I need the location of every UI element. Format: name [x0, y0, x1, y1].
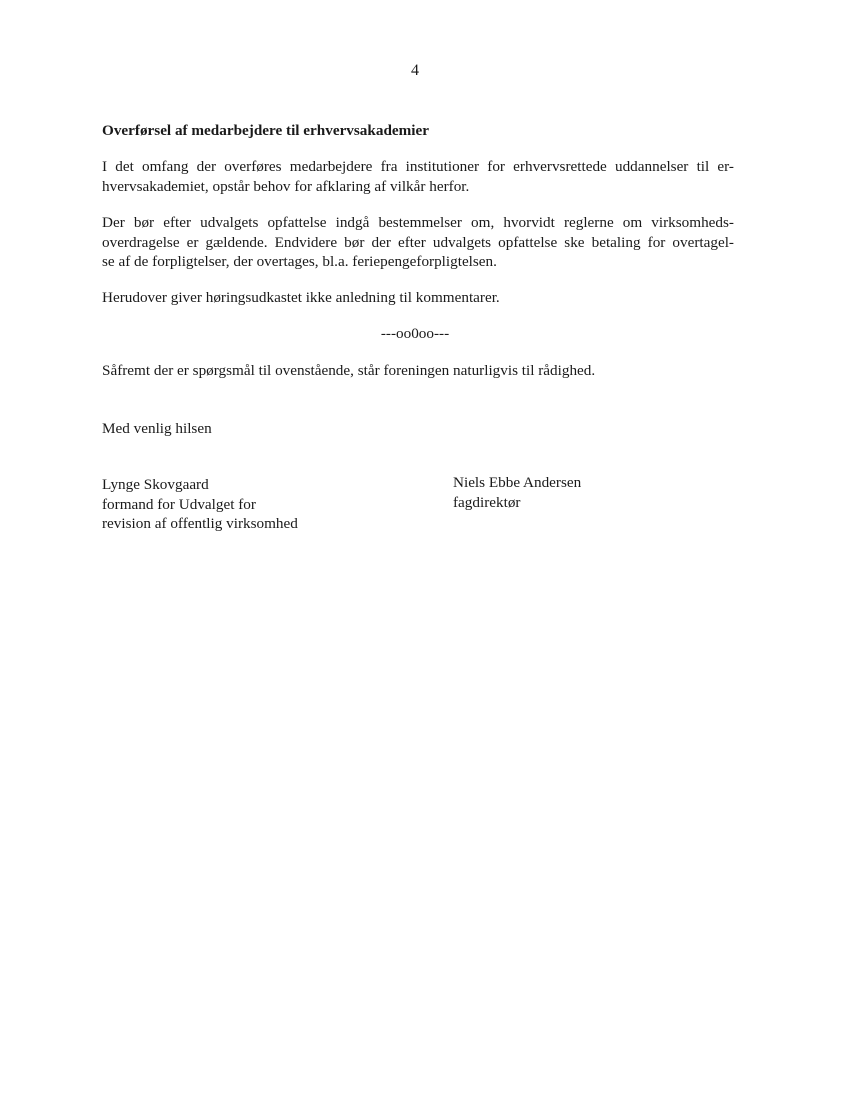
greeting-text: Med venlig hilsen: [102, 420, 212, 437]
paragraph-line: hvervsakademiet, opstår behov for afklaring af vilkår herfor.: [102, 177, 470, 195]
paragraph-line: I det omfang der overføres medarbejdere fra institutioner for erhvervsrettede uddannelser til er-: [102, 158, 734, 175]
greeting: [102, 419, 734, 439]
closing-paragraph: [102, 361, 734, 381]
signatory-title: revision af offentlig virksomhed: [102, 515, 298, 532]
signatory-title: fagdirektør: [453, 493, 521, 511]
signature-block-left: [102, 475, 298, 534]
signatory-name: Lynge Skovgaard: [102, 476, 209, 493]
paragraph-line: se af de forpligtelser, der overtages, bl.a. feriepengeforpligtelsen.: [102, 253, 497, 270]
signatory-name: Niels Ebbe Andersen: [453, 474, 582, 491]
paragraph-line: Såfremt der er spørgsmål til ovenstående, står foreningen naturligvis til rådighed.: [102, 362, 596, 379]
paragraph-3: [102, 288, 734, 308]
page-number: 4: [411, 62, 419, 79]
section-separator: ---oo0oo---: [380, 325, 450, 342]
section-heading: Overførsel af medarbejdere til erhvervsakademier: [102, 122, 429, 139]
signatory-title: formand for Udvalget for: [102, 495, 256, 513]
paragraph-2: [102, 213, 734, 272]
paragraph-line: Der bør efter udvalgets opfattelse indgå bestemmelser om, hvorvidt reglerne om virksomheds-: [102, 214, 734, 231]
paragraph-line: Herudover giver høringsudkastet ikke anledning til kommentarer.: [102, 289, 500, 306]
signature-block-right: [453, 473, 581, 512]
paragraph-1: [102, 157, 734, 196]
paragraph-line: overdragelse er gældende. Endvidere bør der efter udvalgets opfattelse ske betaling for overtagel-: [102, 233, 734, 251]
